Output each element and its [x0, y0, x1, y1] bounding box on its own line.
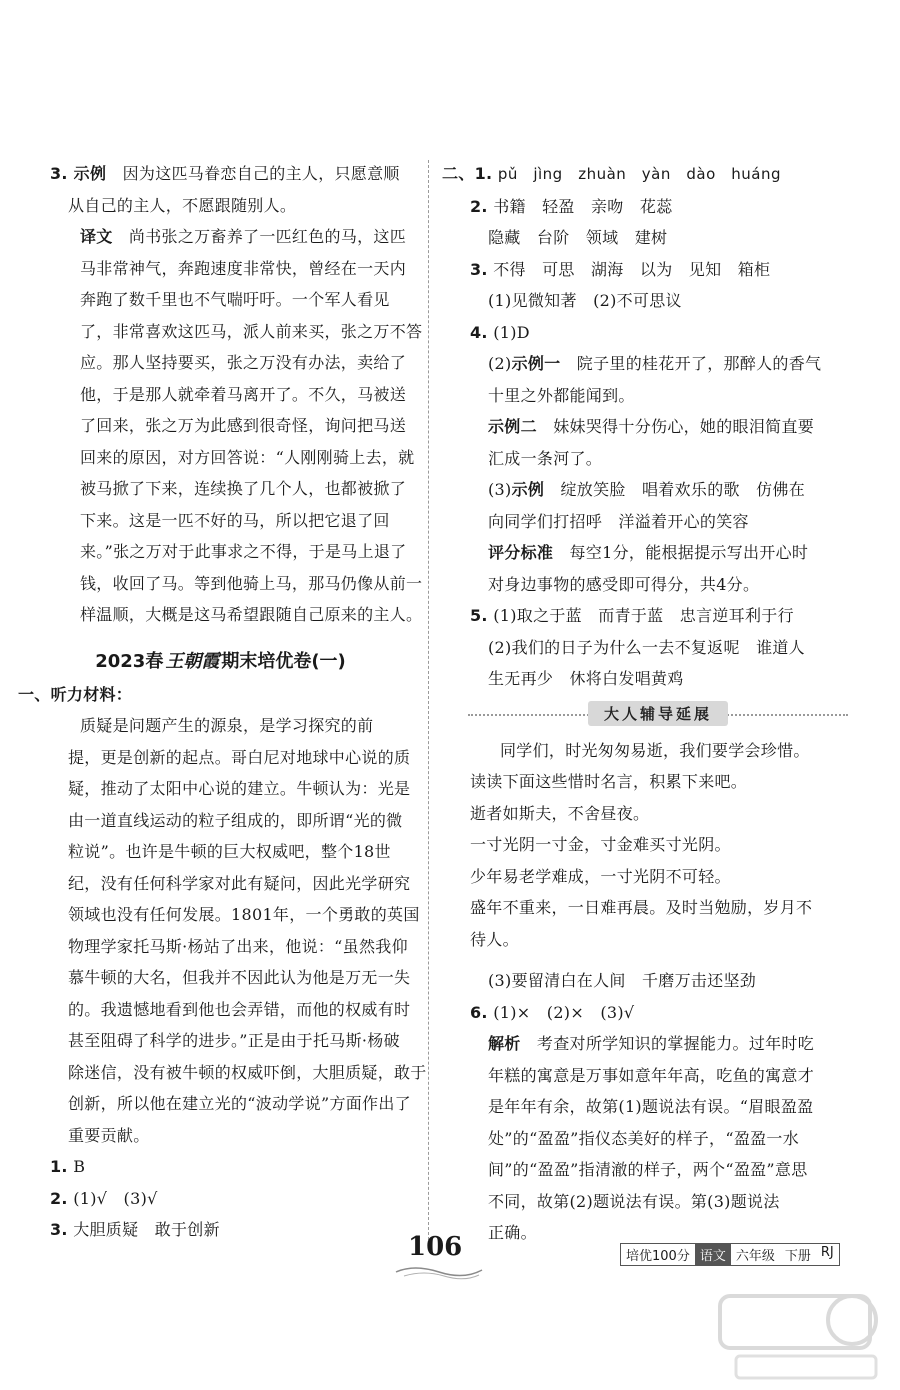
- text-line: 除迷信，没有被牛顿的权威吓倒，大胆质疑，敢于: [68, 1062, 427, 1082]
- q4-answer: 4. (1)D: [470, 322, 530, 342]
- text-line: 隐藏 台阶 领域 建树: [488, 228, 668, 247]
- exam-title: 2023春 王朝霞 期末培优卷(一): [95, 650, 346, 672]
- text-line: 的。我遗憾地看到他也会弄错，而他的权威有时: [68, 999, 411, 1019]
- text-line: 不同，故第(2)题说法有误。第(3)题说法: [488, 1191, 780, 1211]
- text-line: 提，更是创新的起点。哥白尼对地球中心说的质: [68, 747, 411, 767]
- text-line: 慕牛顿的大名，但我并不因此认为他是万无一失: [68, 968, 411, 987]
- answer-1: 1. B: [50, 1157, 86, 1176]
- text-line: 是年年有余，故第(1)题说法有误。“眉眼盈盈: [488, 1097, 814, 1116]
- tag-item: 下册: [784, 1249, 811, 1264]
- text-line: 同学们，时光匆匆易逝，我们要学会珍惜。: [500, 740, 810, 760]
- quote-line: 待人。: [470, 929, 519, 949]
- quote-line: 少年易老学难成，一寸光阴不可轻。: [470, 866, 731, 886]
- text-line: 处”的“盈盈”指仪态美好的样子，“盈盈一水: [488, 1128, 800, 1148]
- tag-item: 语文: [695, 1244, 731, 1265]
- q4-example-1: (2)示例一 院子里的桂花开了，那醉人的香气: [488, 354, 822, 373]
- book-tag: [620, 1243, 840, 1266]
- text-line: 由一道直线运动的粒子组成的，即所谓“光的微: [68, 810, 403, 830]
- pinyin-answer: 二、1. pǔ jìng zhuàn yàn dào huáng: [442, 164, 781, 183]
- q3-answer: 3. 示例 因为这匹马眷恋自己的主人，只愿意顺: [50, 164, 400, 183]
- text-line: 读读下面这些惜时名言，积累下来吧。: [470, 772, 748, 791]
- text-line: 被马掀了下来，连续换了几个人，也都被掀了: [80, 479, 407, 498]
- right-column: [442, 158, 848, 1249]
- text-line: (3)要留清白在人间 千磨万击还坚劲: [488, 971, 757, 990]
- text-line: 间”的“盈盈”指清澈的样子，两个“盈盈”意思: [488, 1160, 808, 1179]
- page-number: 106: [408, 1232, 463, 1262]
- answer-3: 3. 大胆质疑 敢于创新: [50, 1220, 220, 1239]
- text-line: 汇成一条河了。: [488, 448, 603, 468]
- q6-answer: 6. (1)× (2)× (3)√: [470, 1002, 635, 1022]
- q4-3-example: (3)示例 绽放笑脸 唱着欢乐的歌 仿佛在: [488, 480, 806, 499]
- text-line: 奔跑了数千里也不气喘吁吁。一个军人看见: [80, 290, 390, 309]
- q5-answer: 5. (1)取之于蓝 而青于蓝 忠言逆耳利于行: [470, 606, 794, 625]
- q4-example-2: 示例二 妹妹哭得十分伤心，她的眼泪简直要: [488, 417, 815, 436]
- text-line: 生无再少 休将白发唱黄鸡: [488, 669, 684, 688]
- text-line: 物理学家托马斯·杨站了出来，他说：“虽然我仰: [68, 936, 408, 956]
- text-line: 马非常神气，奔跑速度非常快，曾经在一天内: [80, 258, 407, 278]
- text-line: 创新，所以他在建立光的“波动学说”方面作出了: [68, 1094, 411, 1113]
- text-line: (2)我们的日子为什么一去不复返呢 谁道人: [488, 637, 805, 657]
- text-line: 了，非常喜欢这匹马，派人前来买，张之万不答: [80, 321, 423, 341]
- text-line: 样温顺，大概是这马希望跟随自己原来的主人。: [80, 605, 423, 624]
- text-line: 疑，推动了太阳中心说的建立。牛顿认为：光是: [68, 779, 411, 798]
- text-line: 向同学们打招呼 洋溢着开心的笑容: [488, 511, 749, 531]
- text-line: 从自己的主人，不愿跟随别人。: [68, 195, 297, 215]
- quote-line: 一寸光阴一寸金，寸金难买寸光阴。: [470, 835, 731, 854]
- banner-label: 大人辅导延展: [588, 701, 728, 726]
- text-line: 了回来，张之万为此感到很奇怪，询问把马送: [80, 416, 407, 435]
- text-line: 质疑是问题产生的源泉，是学习探究的前: [80, 716, 374, 735]
- tag-item: 培优100分: [626, 1249, 690, 1264]
- text-line: 他，于是那人就牵着马离开了。不久，马被送: [80, 384, 407, 404]
- text-line: 回来的原因，对方回答说：“人刚刚骑上去，就: [80, 447, 415, 467]
- wave-ornament: [394, 1262, 484, 1280]
- text-line: 粒说”。也许是牛顿的巨大权威吧，整个18世: [68, 842, 391, 861]
- quote-line: 盛年不重来，一日难再晨。及时当勉励，岁月不: [470, 898, 813, 917]
- brand-logo: 王朝霞: [165, 650, 220, 672]
- text-line: 纪，没有任何科学家对此有疑问，因此光学研究: [68, 873, 411, 893]
- text-line: 领域也没有任何发展。1801年，一个勇敢的英国: [68, 905, 420, 924]
- text-line: 重要贡献。: [68, 1125, 150, 1145]
- tag-item: RJ: [820, 1245, 834, 1260]
- quote-line: 逝者如斯夫，不舍昼夜。: [470, 803, 650, 823]
- text-line: 下来。这是一匹不好的马，所以把它退了回: [80, 510, 390, 530]
- extension-banner: [468, 701, 848, 729]
- translation: 译文 尚书张之万畜养了一匹红色的马，这匹: [80, 227, 407, 246]
- text-line: 年糕的寓意是万事如意年年高，吃鱼的寓意才: [488, 1065, 815, 1085]
- text-line: 十里之外都能闻到。: [488, 385, 635, 405]
- text-line: (1)见微知著 (2)不可思议: [488, 291, 682, 310]
- analysis: 解析 考查对所学知识的掌握能力。过年时吃: [488, 1034, 815, 1053]
- q3-answer: 3. 不得 可思 湖海 以为 见知 箱柜: [470, 259, 771, 279]
- text-line: 正确。: [488, 1223, 537, 1242]
- text-line: 甚至阻碍了科学的进步。”正是由于托马斯·杨破: [68, 1031, 400, 1050]
- q2-answer: 2. 书籍 轻盈 亲吻 花蕊: [470, 196, 673, 216]
- left-column: [18, 158, 427, 1246]
- text-line: 对身边事物的感受即可得分，共4分。: [488, 574, 760, 594]
- text-line: 应。那人坚持要买，张之万没有办法，卖给了: [80, 353, 407, 372]
- text-line: 钱，收回了马。等到他骑上马，那马仍像从前一: [80, 573, 423, 593]
- answer-2: 2. (1)√ (3)√: [50, 1188, 158, 1208]
- column-divider: [428, 160, 429, 1245]
- text-line: 来。”张之万对于此事求之不得，于是马上退了: [80, 542, 407, 561]
- watermark-logo: [716, 1290, 886, 1385]
- scoring-standard: 评分标准 每空1分，能根据提示写出开心时: [488, 543, 809, 562]
- section-heading: 一、听力材料：: [18, 684, 133, 704]
- tag-item: 六年级: [735, 1249, 775, 1264]
